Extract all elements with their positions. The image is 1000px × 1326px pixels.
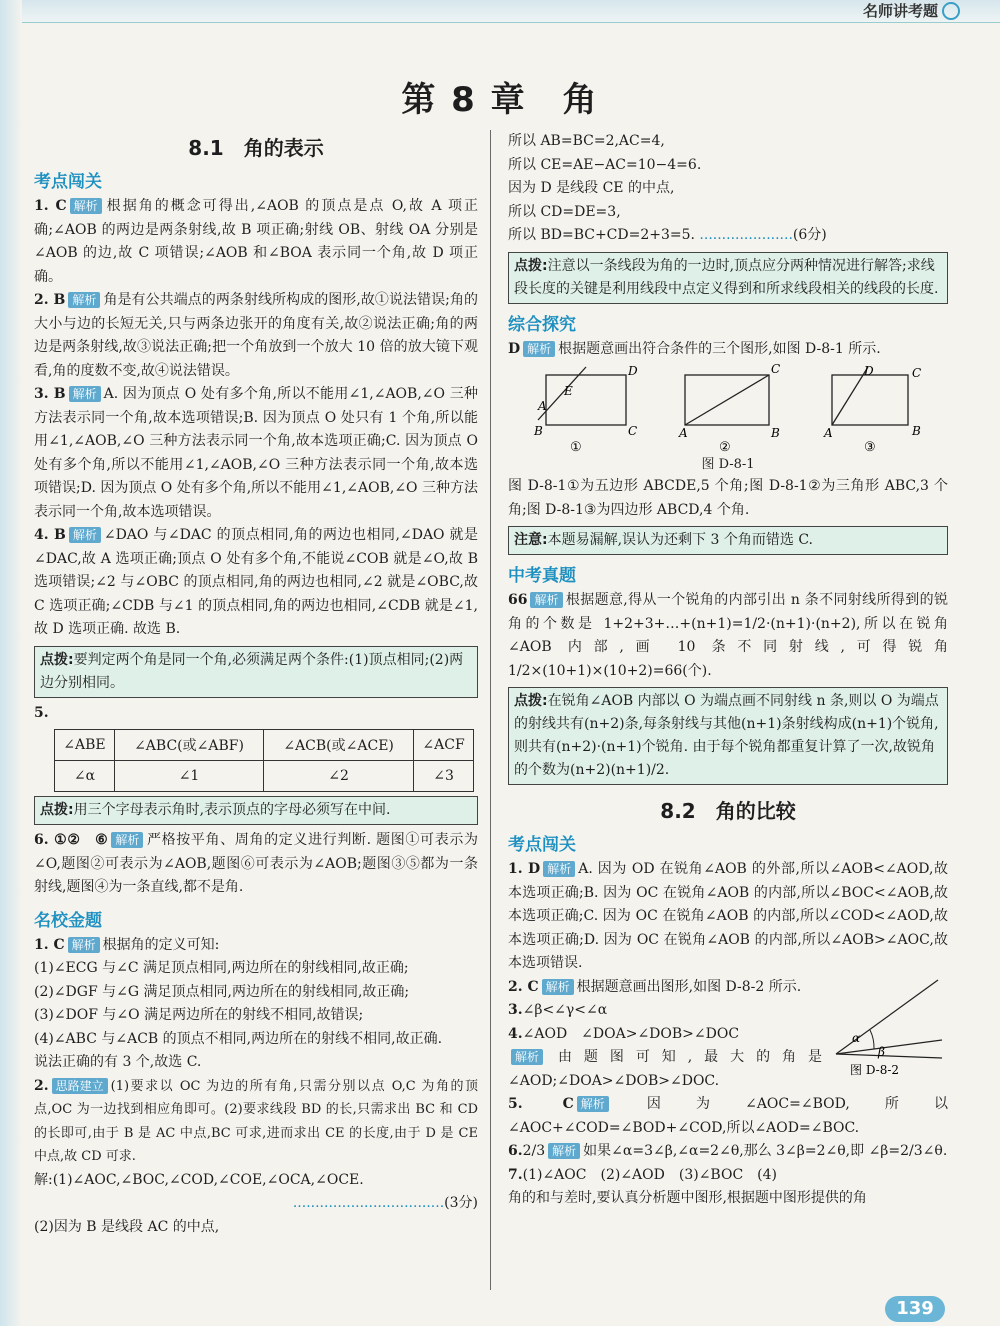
page-binding-edge: [0, 0, 22, 1326]
analysis-tag: 解析: [543, 861, 575, 877]
answer-number: 2. C: [508, 978, 539, 995]
score: (3分): [444, 1195, 478, 1211]
answer-text: ∠AOD ∠DOA>∠DOB>∠DOC: [522, 1025, 740, 1042]
figure-d-8-2: [830, 976, 948, 1080]
analysis-tag: 解析: [511, 1049, 543, 1065]
analysis-tag: 解析: [530, 592, 562, 608]
tip-text: 在锐角∠AOB 内部以 O 为端点画不同射线 n 条,则以 O 为端点的射线共有(n+2)条,每条射线与其他(n+1)条射线构成(n+1)个锐角,则共有(n+2)·(n+1)个锐角. 由于每个锐角都重复计算了一次,故锐角的个数为: [514, 693, 939, 778]
approach-text: (1)要求以 OC 为边的所有角,只需分别以点 O,C 为角的顶点,OC 为一边找到相应角即可。(2)要求线段 BD 的长,只需求出 BC 和 CD 的长即可,由于 B 是 AC 中点,BC 可求,进而求出 CE 的长度,由于 D 是 CE 中点,故 CD 可求.: [34, 1078, 478, 1164]
subheading: 中考真题: [508, 566, 576, 586]
svg-text:B: B: [534, 424, 544, 438]
figure-caption: 图 D-8-2: [850, 1062, 900, 1077]
tip-label: 点拨:: [40, 651, 74, 668]
column-divider: [490, 130, 491, 1290]
left-column: [34, 130, 478, 1239]
page-number: 139: [885, 1296, 945, 1322]
analysis-tag: 解析: [69, 386, 101, 402]
answer-item: [508, 1140, 948, 1164]
figure-triangle: [673, 362, 783, 455]
figure-quadrilateral: [820, 365, 930, 455]
answer-text: ·(n+1)·(n+2),所以在锐角∠AOB 内部,画 10 条不同射线,可得锐角: [508, 615, 948, 655]
fraction: 2/3: [900, 1143, 923, 1159]
answer-item: [508, 1093, 948, 1140]
answer-number: 7.: [508, 1166, 523, 1183]
answer-number: 5. C: [508, 1096, 574, 1112]
section-title: 8.1 角的表示: [188, 136, 324, 160]
svg-text:C: C: [628, 424, 638, 438]
beta-label: β: [878, 1044, 885, 1059]
solution-line: 所以 AB=BC=2,AC=4,: [508, 133, 665, 149]
svg-text:A: A: [823, 426, 833, 440]
dot-leader: .....................: [694, 227, 793, 243]
subheading: 考点闯关: [34, 172, 102, 192]
table-cell: ∠ACF: [414, 730, 474, 761]
answer-number: 6.: [508, 1143, 523, 1159]
answer-number: D: [508, 340, 521, 357]
solution-text: 解:(1)∠AOC,∠BOC,∠COD,∠COE,∠OCA,∠OCE.: [34, 1171, 364, 1188]
svg-text:E: E: [564, 384, 574, 398]
header-label: 名师讲考题: [862, 2, 938, 20]
answer-text: A. 因为顶点 O 处有多个角,所以不能用∠1,∠AOB,∠O 三种方法表示同一个角,故本选项错误;B. 因为顶点 O 处只有 1 个角,所以能用∠1,∠AOB,∠O 三种方法表示同一个角,故本选项正确;C. 因为顶点 O 处有多个角,所以不能用∠1,∠AOB,∠O 三种方法表示同一个角,故本选项错误;D. 因为顶点 O 处有多个角,所以不能用∠1,∠AOB,∠O 三种方法表示同一个角,故本选项错误。: [34, 386, 478, 520]
tip-box: [34, 796, 478, 825]
table-cell: ∠ACB(或∠ACE): [264, 730, 414, 761]
answer-item: [34, 524, 478, 642]
answer-number: 5.: [34, 704, 49, 721]
answer-text: 因为∠AOC=∠BOD,所以∠AOC+∠COD=∠BOD+∠COD,所以∠AOD=∠BOC.: [508, 1096, 948, 1136]
table-cell: ∠2: [264, 761, 414, 792]
answer-line: 角的和与差时,要认真分析题中图形,根据题中图形提供的角: [508, 1190, 867, 1206]
note-text: 本题易漏解,误认为还剩下 3 个角而错选 C.: [547, 532, 813, 548]
analysis-tag: 解析: [68, 292, 100, 308]
angle-table: [54, 729, 474, 792]
analysis-tag: 解析: [70, 198, 102, 214]
answer-item: [34, 1075, 478, 1169]
note-label: 注意:: [514, 532, 548, 548]
subheading: 综合探究: [508, 314, 576, 335]
solution-text: 所以 BD=BC+CD=2+3=5.: [508, 227, 695, 243]
answer-text: 由题图可知,最大的角是∠AOD;∠DOA>∠DOB>∠DOC.: [508, 1049, 822, 1089]
fraction: 1/2: [743, 615, 766, 632]
tip-label: 点拨:: [514, 257, 548, 274]
note-box: [508, 526, 948, 555]
solution-line: [34, 1169, 478, 1193]
angle-figure: [830, 976, 948, 1076]
figure-pentagon: [526, 365, 636, 455]
solution-line: 所以 CE=AE−AC=10−4=6.: [508, 156, 702, 173]
answer-line: 说法正确的有 3 个,故选 C.: [34, 1054, 202, 1070]
answer-number: 1. D: [508, 861, 541, 877]
answer-number: 3. B: [34, 386, 66, 402]
table-cell: ∠α: [55, 761, 115, 792]
tip-box: 点拨:在锐角∠AOB 内部以 O 为端点画不同射线 n 条,则以 O 为端点的射线共有(n+2)条,每条射线与其他(n+1)条射线构成(n+1)个锐角,则共有(n+2)·(n+1)个锐角. 由于每个锐角都重复计算了一次,故锐角的个数为(n+2)(n+1)/2.: [508, 687, 948, 785]
tip-box: [508, 252, 948, 304]
answer-text: 根据角的概念可得出,∠AOB 的顶点是点 O,故 A 项正确;∠AOB 的两边是两条射线,故 B 项正确;射线 OB、射线 OA 分别是∠AOB 的边,故 C 项错误;∠AOB 和∠BOA 表示同一个角,故 D 项正确。: [34, 198, 479, 285]
answer-item: [34, 383, 478, 524]
svg-text:C: C: [770, 362, 781, 376]
table-cell: ∠ABE: [55, 730, 115, 761]
answer-text: ∠DAO 与∠DAC 的顶点相同,角的两边也相同,∠DAO 就是∠DAC,故 A 选项正确;顶点 O 处有多个角,不能说∠COB 就是∠O,故 B 选项错误;∠2 与∠OBC 的顶点相同,角的两边也相同,∠2 就是∠OBC,故 C 选项正确;∠CDB 与∠1 的顶点相同,角的两边也相同,∠CDB 就是∠1,故 D 选项正确. 故选 B.: [34, 527, 478, 637]
answer-item: [508, 858, 948, 976]
subheading: 名校金题: [34, 910, 102, 931]
table-cell: ∠1: [114, 761, 263, 792]
answer-item: [34, 289, 478, 383]
answer-text: 图 D-8-1①为五边形 ABCDE,5 个角;图 D-8-1②为三角形 ABC,3 个角;图 D-8-1③为四边形 ABCD,4 个角.: [508, 478, 948, 518]
answer-line: (2)∠DGF 与∠G 满足顶点相同,两边所在的射线相同,故正确;: [34, 983, 410, 1000]
answer-number: 1. C: [34, 936, 65, 953]
svg-text:A: A: [538, 399, 547, 413]
alpha-label: α: [852, 1030, 861, 1045]
tip-label: 点拨:: [514, 693, 548, 709]
answer-number: 3.: [508, 1002, 523, 1018]
answer-text: ∠θ.: [922, 1143, 948, 1159]
answer-number: 4. B: [34, 527, 66, 543]
analysis-tag: 解析: [523, 341, 555, 357]
answer-number: 1. C: [34, 198, 67, 214]
answer-item: [508, 1164, 948, 1188]
svg-text:B: B: [770, 426, 780, 440]
answer-text: 根据题意画出图形,如图 D-8-2 所示.: [576, 978, 802, 995]
tip-box: [34, 646, 478, 698]
answer-text: 角是有公共端点的两条射线所构成的图形,故①说法错误;角的大小与边的长短无关,只与两条边张开的角度有关,故②说法正确;角的两边是两条射线,故③说法正确;把一个角放到一个放大 10 倍的放大镜下观看,角的度数不变,故④说法错误。: [34, 292, 478, 379]
header-circle-icon: [942, 2, 960, 20]
answer-text: (1)∠AOC (2)∠AOD (3)∠BOC (4): [522, 1166, 777, 1183]
answer-text: ∠β<∠γ<∠α: [522, 1002, 608, 1018]
dot-leader: ..................................: [292, 1195, 445, 1211]
svg-text:A: A: [678, 426, 688, 440]
svg-text:D: D: [628, 364, 638, 378]
answer-item: [34, 829, 478, 900]
tip-text: 注意以一条线段为角的一边时,顶点应分两种情况进行解答;求线段长度的关键是利用线段中点定义得到和所求线段相关的线段的长度.: [514, 257, 939, 297]
analysis-tag: 解析: [69, 527, 101, 543]
analysis-tag: 解析: [577, 1096, 609, 1112]
figure-d-8-1: [508, 362, 948, 455]
answer-text: 如果∠α=3∠β,∠α=2∠θ,那么 3∠β=2∠θ,即 ∠β=: [583, 1143, 901, 1159]
chapter-title: 第 8 章 角: [401, 80, 599, 120]
answer-text: 根据题意画出符合条件的三个图形,如图 D-8-1 所示.: [558, 340, 881, 357]
fraction: (n+2)(n+1)/2: [570, 762, 665, 778]
figure-caption: 图 D-8-1: [701, 457, 755, 472]
answer-item: [34, 934, 478, 958]
table-row: [55, 730, 474, 761]
solution-line: 因为 D 是线段 CE 的中点,: [508, 180, 675, 196]
answer-number: 2.: [34, 1077, 49, 1094]
fraction: 2/3: [522, 1143, 546, 1159]
section-title: 8.2 角的比较: [660, 799, 796, 823]
answer-text: ×(10+1)×(10+2)=66(个).: [530, 662, 712, 679]
figure-label: ③: [863, 440, 876, 455]
right-column: [508, 130, 948, 1211]
tip-label: 点拨:: [40, 802, 74, 818]
answer-item: [34, 195, 478, 289]
tip-text: 要判定两个角是同一个角,必须满足两个条件:(1)顶点相同;(2)两边分别相同。: [40, 651, 464, 691]
top-bar: [0, 0, 1000, 23]
svg-text:D: D: [863, 364, 874, 378]
answer-number: 66: [508, 592, 528, 608]
table-cell: ∠ABC(或∠ABF): [114, 730, 263, 761]
score: (6分): [792, 227, 827, 243]
approach-tag: 思路建立: [52, 1078, 108, 1094]
table-cell: ∠3: [414, 761, 474, 792]
answer-line: (4)∠ABC 与∠ACB 的顶点不相同,两边所在的射线不相同,故正确.: [34, 1030, 443, 1047]
answer-number: 4.: [508, 1025, 523, 1042]
table-row: [55, 761, 474, 792]
answer-text: 根据角的定义可知:: [102, 936, 220, 953]
tip-text: 用三个字母表示角时,表示顶点的字母必须写在中间.: [73, 802, 391, 818]
svg-text:C: C: [911, 366, 921, 380]
fraction: 1/2: [508, 662, 531, 679]
answer-item: [508, 589, 948, 683]
svg-text:B: B: [911, 424, 921, 438]
answer-text: A. 因为 OD 在锐角∠AOB 的外部,所以∠AOB<∠AOD,故本选项正确;B. 因为 OC 在锐角∠AOB 的内部,所以∠BOC<∠AOB,故本选项正确;C. 因为 OC 在锐角∠AOB 的内部,所以∠COD<∠AOD,故本选项正确;D. 因为 OC 在锐角∠AOB 的内部,所以∠AOB>∠AOC,故本选项错误.: [508, 861, 948, 971]
answer-number: 6. ①② ⑥: [34, 832, 109, 848]
analysis-tag: 解析: [111, 832, 143, 848]
answer-text: 严格按平角、周角的定义进行判断. 题图①可表示为∠O,题图②可表示为∠AOB,题图⑥可表示为∠AOB;题图③⑤都为一条射线,题图④为一条直线,都不是角.: [34, 832, 478, 895]
score-line: [34, 1192, 478, 1216]
answer-item: [508, 338, 948, 362]
answer-number: 2. B: [34, 292, 66, 308]
analysis-tag: 解析: [68, 937, 100, 953]
solution-line: 所以 CD=DE=3,: [508, 203, 621, 220]
figure-label: ①: [570, 440, 582, 455]
answer-line: (3)∠DOF 与∠O 满足两边所在的射线不相同,故错误;: [34, 1007, 364, 1023]
analysis-tag: 解析: [542, 979, 574, 995]
answer-line: (1)∠ECG 与∠C 满足顶点相同,两边所在的射线相同,故正确;: [34, 960, 409, 976]
figure-label: ②: [718, 440, 731, 455]
answer-item: [34, 702, 478, 726]
subheading: 考点闯关: [508, 835, 576, 855]
solution-line: (2)因为 B 是线段 AC 的中点,: [34, 1218, 220, 1235]
solution-line: [508, 224, 948, 248]
answer-text: 根据题意,得从一个锐角的内部引出 n 条不同射线所得到的锐角的个数是 1+2+3+…+(n+1)=: [508, 592, 948, 632]
analysis-tag: 解析: [548, 1143, 580, 1159]
